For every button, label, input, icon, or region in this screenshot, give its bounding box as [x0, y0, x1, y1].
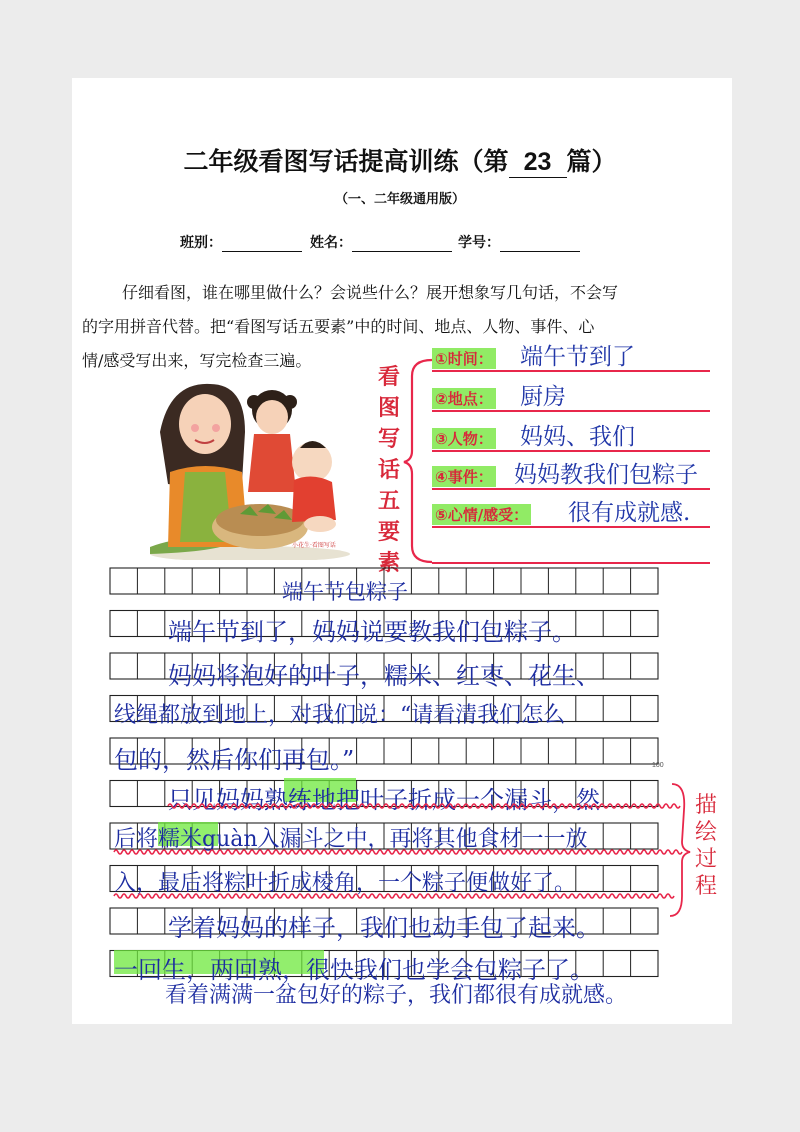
element-event: ④事件： 妈妈教我们包粽子: [432, 462, 710, 492]
essay-line-9: 一回生，两回熟，很快我们也学会包粽子了。: [114, 956, 594, 984]
element-place: ②地点： 厨房: [432, 384, 710, 414]
essay-conclusion: 看着满满一盆包好的粽子，我们都很有成就感。: [165, 983, 628, 1008]
subtitle: （一、二年级通用版）: [334, 192, 465, 207]
essay-line-6: 后将糯米guàn入漏斗之中，再将其他食材一一放: [114, 827, 588, 852]
dumpling-making-illustration: [150, 372, 370, 560]
essay-line-8: 学着妈妈的样子，我们也动手包了起来。: [168, 914, 600, 942]
wavy-underlines: [108, 796, 688, 906]
worksheet-title: 二年级看图写话提高训练（第 23 篇）: [183, 147, 617, 176]
publisher-logo: 小花生·看图写话: [292, 542, 336, 549]
essay-line-5: 只见妈妈熟练地把叶子折成一个漏斗，然: [168, 786, 600, 814]
character-count-marker: 100: [652, 762, 664, 769]
class-field: 班别：: [180, 232, 302, 252]
process-side-note: 描 绘 过 程: [694, 793, 717, 899]
element-extra-line: [432, 536, 710, 566]
essay-line-4: 包的，然后你们再包。”: [114, 746, 355, 774]
student-id-field: 学号：: [458, 232, 580, 252]
instruction-line-2: 的字用拼音代替。把“看图写话五要素”中的时间、地点、人物、事件、心: [82, 317, 595, 336]
essay-line-7: 入，最后将粽叶折成棱角，一个粽子便做好了。: [114, 871, 577, 896]
name-field: 姓名：: [310, 232, 452, 252]
instruction-line-3: 情/感受写出来，写完检查三遍。: [82, 351, 312, 370]
element-feeling: ⑤心情/感受： 很有成就感.: [432, 500, 710, 530]
process-bracket: [668, 780, 692, 920]
instruction-line-1: 仔细看图，谁在哪里做什么？会说些什么？展开想象写几句话，不会写: [122, 283, 619, 302]
essay-line-2: 妈妈将泡好的叶子，糯米、红枣、花生、: [168, 662, 600, 690]
five-elements-vertical-title: 看 图 写 话 五 要 素: [377, 364, 400, 576]
element-people: ③人物： 妈妈、我们: [432, 424, 710, 454]
essay-title: 端午节包粽子: [282, 580, 408, 604]
element-time: ①时间： 端午节到了: [432, 344, 710, 374]
exercise-number: 23: [509, 148, 567, 178]
essay-line-1: 端午节到了，妈妈说要教我们包粽子。: [168, 618, 576, 646]
essay-line-3: 线绳都放到地上，对我们说：“请看清我们怎么: [114, 703, 566, 728]
